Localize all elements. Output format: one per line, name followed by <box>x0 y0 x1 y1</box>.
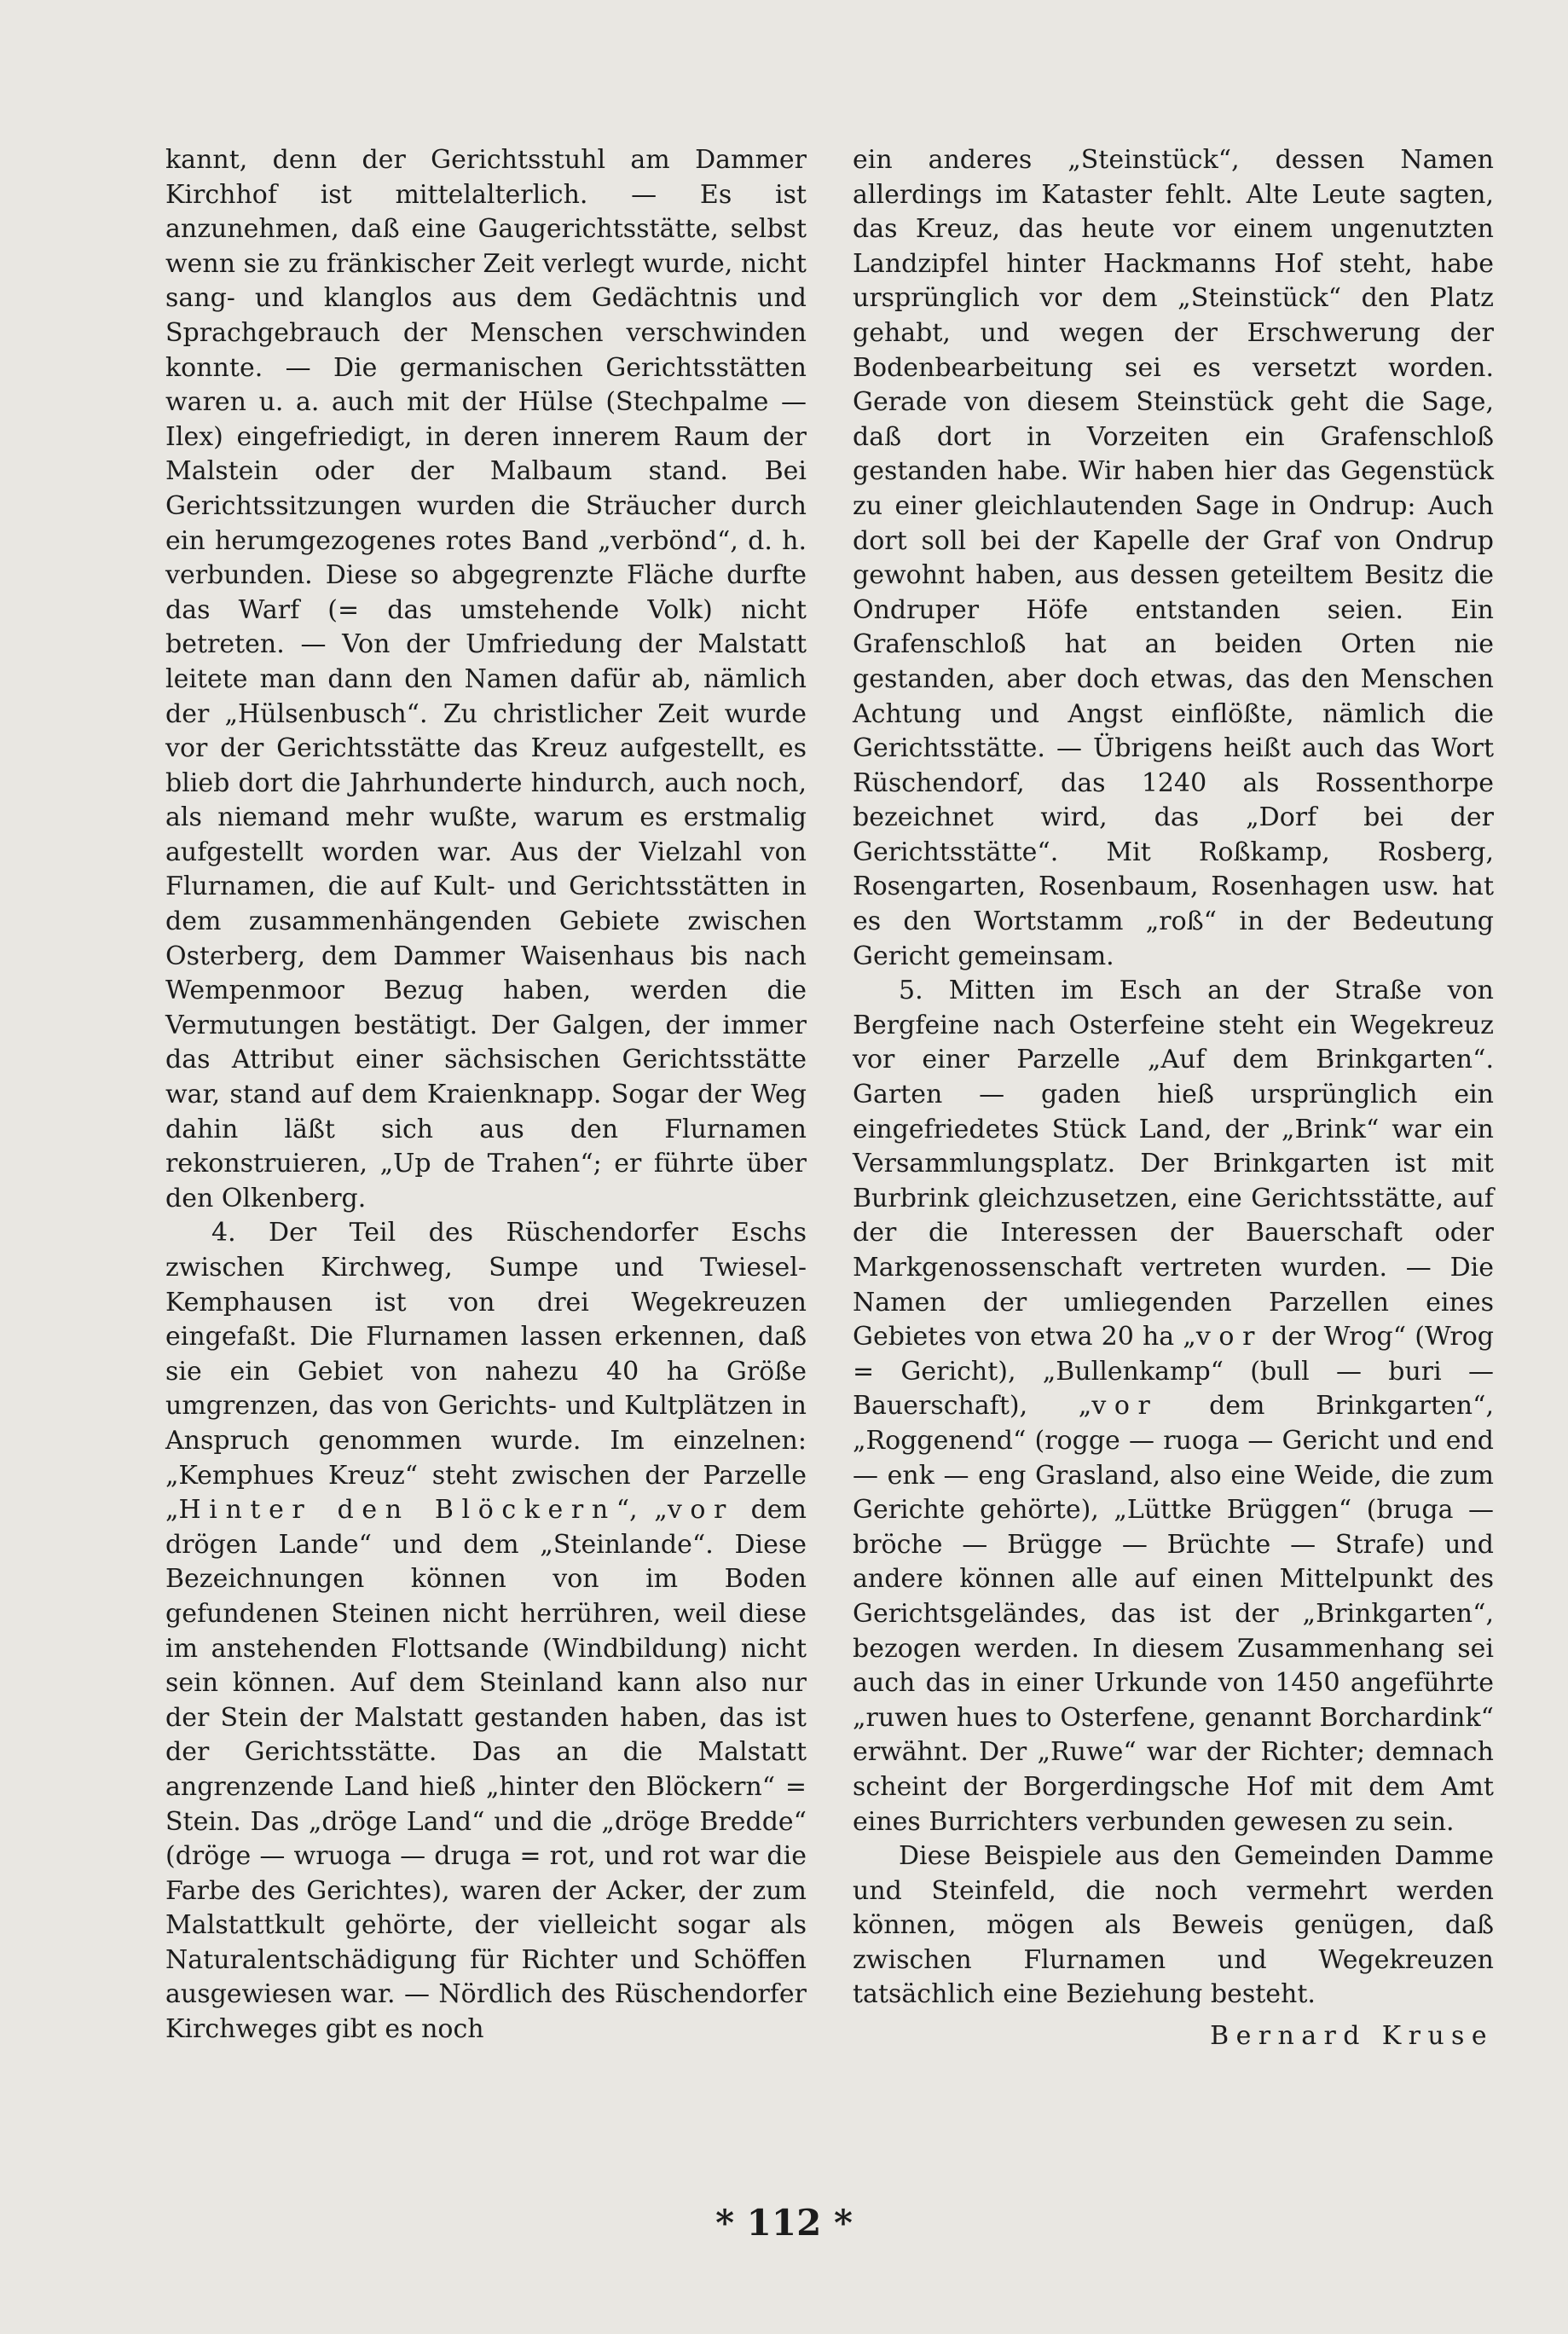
paragraph-5 <box>853 974 1494 1839</box>
paragraph-4 <box>165 1216 807 2047</box>
left-text-column <box>165 143 807 2047</box>
page-number: * 112 * <box>715 2202 853 2244</box>
spaced-text: Hinter den Blöckern <box>178 1495 616 1526</box>
paragraph: kannt, denn der Gerichtsstuhl am Dammer Kirchhof ist mittelalterlich. — Es ist anzunehmen, daß eine Gaugerichtsstätte, selbst wenn sie zu fränkischer Zeit verlegt wurde, nicht sang- und klanglos aus dem Gedächtnis und Sprachgebrauch der Menschen verschwinden konnte. — Die germanischen Gerichtsstätten waren u. a. auch mit der Hülse (Stechpalme — Ilex) eingefriedigt, in deren innerem Raum der Malstein oder der Malbaum stand. Bei Gerichtssitzungen wurden die Sträucher durch ein herumgezogenes rotes Band „verbönd“, d. h. verbunden. Diese so abgegrenzte Fläche durfte das Warf (= das umstehende Volk) nicht betreten. — Von der Umfriedung der Malstatt leitete man dann den Namen dafür ab, nämlich der „Hülsenbusch“. Zu christlicher Zeit wurde vor der Gerichtsstätte das Kreuz aufgestellt, es blieb dort die Jahrhunderte hindurch, auch noch, als niemand mehr wußte, warum es erstmalig aufgestellt worden war. Aus der Vielzahl von Flurnamen, die auf Kult- und Gerichtsstätten in dem zusammenhängenden Gebiete zwischen Osterberg, dem Dammer Waisenhaus bis nach Wempenmoor Bezug haben, werden die Vermutungen bestätigt. Der Galgen, der immer das Attribut einer sächsischen Gerichtsstätte war, stand auf dem Kraienknapp. Sogar der Weg dahin läßt sich aus den Flurnamen rekonstruieren, „Up de Trahen“; er führte über den Olkenberg. <box>165 145 807 1213</box>
spaced-text: vor <box>667 1495 734 1526</box>
spaced-text: vor <box>1091 1391 1159 1422</box>
text-run: dem Brinkgarten“, „Roggenend“ (rogge — ruoga — Gericht und end — enk — eng Grasland, also eine Weide, die zum Gerichte gehörte), „Lüttke Brüggen“ (bruga — bröche — Brügge — Brüchte — Strafe) und andere können alle auf einen Mittelpunkt des Gerichtsgeländes, das ist der „Brinkgarten“, bezogen werden. In diesem Zusammenhang sei auch das in einer Urkunde von 1450 angeführte „ruwen hues to Osterfene, genannt Borchardink“ erwähnt. Der „Ruwe“ war der Richter; demnach scheint der Borgerdingsche Hof mit dem Amt eines Burrichters verbunden gewesen zu sein. <box>853 1391 1494 1837</box>
closing-paragraph: Diese Beispiele aus den Gemeinden Damme und Steinfeld, die noch vermehrt werden können, mögen als Beweis genügen, daß zwischen Flurnamen und Wegekreuzen tatsächlich eine Beziehung besteht. <box>853 1841 1494 2010</box>
text-run: “, „ <box>616 1495 668 1526</box>
paragraph: ein anderes „Steinstück“, dessen Namen allerdings im Kataster fehlt. Alte Leute sagten, das Kreuz, das heute vor einem ungenutzten Landzipfel hinter Hackmanns Hof steht, habe ursprünglich vor dem „Steinstück“ den Platz gehabt, und wegen der Erschwerung der Bodenbearbeitung sei es versetzt worden. Gerade von diesem Steinstück geht die Sage, daß dort in Vorzeiten ein Grafenschloß gestanden habe. Wir haben hier das Gegenstück zu einer gleichlautenden Sage in Ondrup: Auch dort soll bei der Kapelle der Graf von Ondrup gewohnt haben, aus dessen geteiltem Besitz die Ondruper Höfe entstanden seien. Ein Grafenschloß hat an beiden Orten nie gestanden, aber doch etwas, das den Menschen Achtung und Angst einflößte, nämlich die Gerichtsstätte. — Übrigens heißt auch das Wort Rüschendorf, das 1240 als Rossenthorpe bezeichnet wird, das „Dorf bei der Gerichtsstätte“. Mit Roßkamp, Rosberg, Rosengarten, Rosenbaum, Rosenhagen usw. hat es den Wortstamm „roß“ in der Bedeutung Gericht gemeinsam. <box>853 145 1494 971</box>
text-run: 4. Der Teil des Rüschendorfer Eschs zwischen Kirchweg, Sumpe und Twiesel-Kemphausen ist von drei Wegekreuzen eingefaßt. Die Flurnamen lassen erkennen, daß sie ein Gebiet von nahezu 40 ha Größe umgrenzen, das von Gerichts- und Kultplätzen in Anspruch genommen wurde. Im einzelnen: „Kemphues Kreuz“ steht zwischen der Parzelle „ <box>165 1218 807 1526</box>
text-run: dem drögen Lande“ und dem „Steinlande“. Diese Bezeichnungen können von im Boden gefundenen Steinen nicht herrühren, weil diese im anstehenden Flottsande (Windbildung) nicht sein können. Auf dem Steinland kann also nur der Stein der Malstatt gestanden haben, das ist der Gerichtsstätte. Das an die Malstatt angrenzende Land hieß „hinter den Blöckern“ = Stein. Das „dröge Land“ und die „dröge Bredde“ (dröge — wruoga — druga = rot, und rot war die Farbe des Gerichtes), waren der Acker, der zum Malstattkult gehörte, der vielleicht sogar als Naturalentschädigung für Richter und Schöffen ausgewiesen war. — Nördlich des Rüschendorfer Kirchweges gibt es noch <box>165 1495 807 2045</box>
text-run: 5. Mitten im Esch an der Straße von Bergfeine nach Osterfeine steht ein Wegekreuz vor einer Parzelle „Auf dem Brinkgarten“. Garten — gaden hieß ursprünglich ein eingefriedetes Stück Land, der „Brink“ war ein Versammlungsplatz. Der Brinkgarten ist mit Burbrink gleichzusetzen, eine Gerichtsstätte, auf der die Interessen der Bauerschaft oder Markgenossenschaft vertreten wurden. — Die Namen der umliegenden Parzellen eines Gebietes von etwa 20 ha „ <box>853 976 1494 1352</box>
text-run: der Wrog“ (Wrog = Gericht), „Bullenkamp“ (bull — buri — Bauerschaft), „ <box>853 1322 1494 1422</box>
author-signature: Bernard Kruse <box>1210 2021 1494 2052</box>
right-text-column <box>853 143 1494 2054</box>
spaced-text: vor <box>1195 1322 1264 1352</box>
